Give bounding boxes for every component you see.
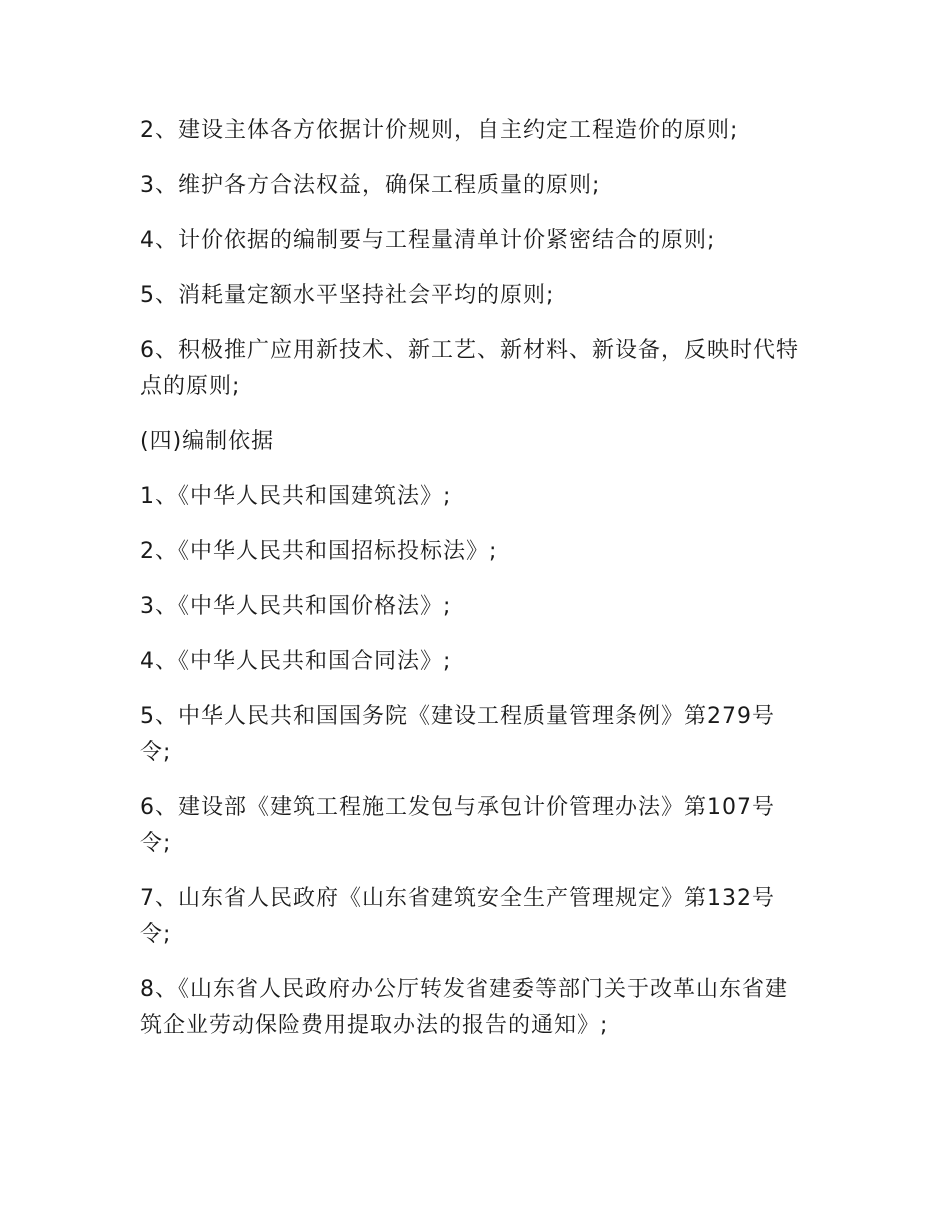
paragraph-basis-1: 1、《中华人民共和国建筑法》; [140,484,452,509]
paragraph-basis-7: 7、山东省人民政府《山东省建筑安全生产管理规定》第132号令; [140,886,775,947]
paragraph-basis-8: 8、《山东省人民政府办公厅转发省建委等部门关于改革山东省建筑企业劳动保险费用提取办法的报告的通知》; [140,977,788,1038]
paragraph-principle-4: 4、计价依据的编制要与工程量清单计价紧密结合的原则; [140,228,716,253]
paragraph-basis-3: 3、《中华人民共和国价格法》; [140,594,452,619]
document-body [140,113,800,1063]
paragraph-basis-2: 2、《中华人民共和国招标投标法》; [140,539,498,564]
paragraph-principle-5: 5、消耗量定额水平坚持社会平均的原则; [140,283,555,308]
section-heading-basis: (四)编制依据 [140,429,275,454]
paragraph-principle-3: 3、维护各方合法权益，确保工程质量的原则; [140,173,601,198]
paragraph-principle-2: 2、建设主体各方依据计价规则，自主约定工程造价的原则; [140,118,739,143]
paragraph-basis-5: 5、中华人民共和国国务院《建设工程质量管理条例》第279号令; [140,704,775,765]
paragraph-principle-6: 6、积极推广应用新技术、新工艺、新材料、新设备，反映时代特点的原则; [140,338,799,399]
paragraph-basis-6: 6、建设部《建筑工程施工发包与承包计价管理办法》第107号令; [140,795,775,856]
paragraph-basis-4: 4、《中华人民共和国合同法》; [140,649,452,674]
